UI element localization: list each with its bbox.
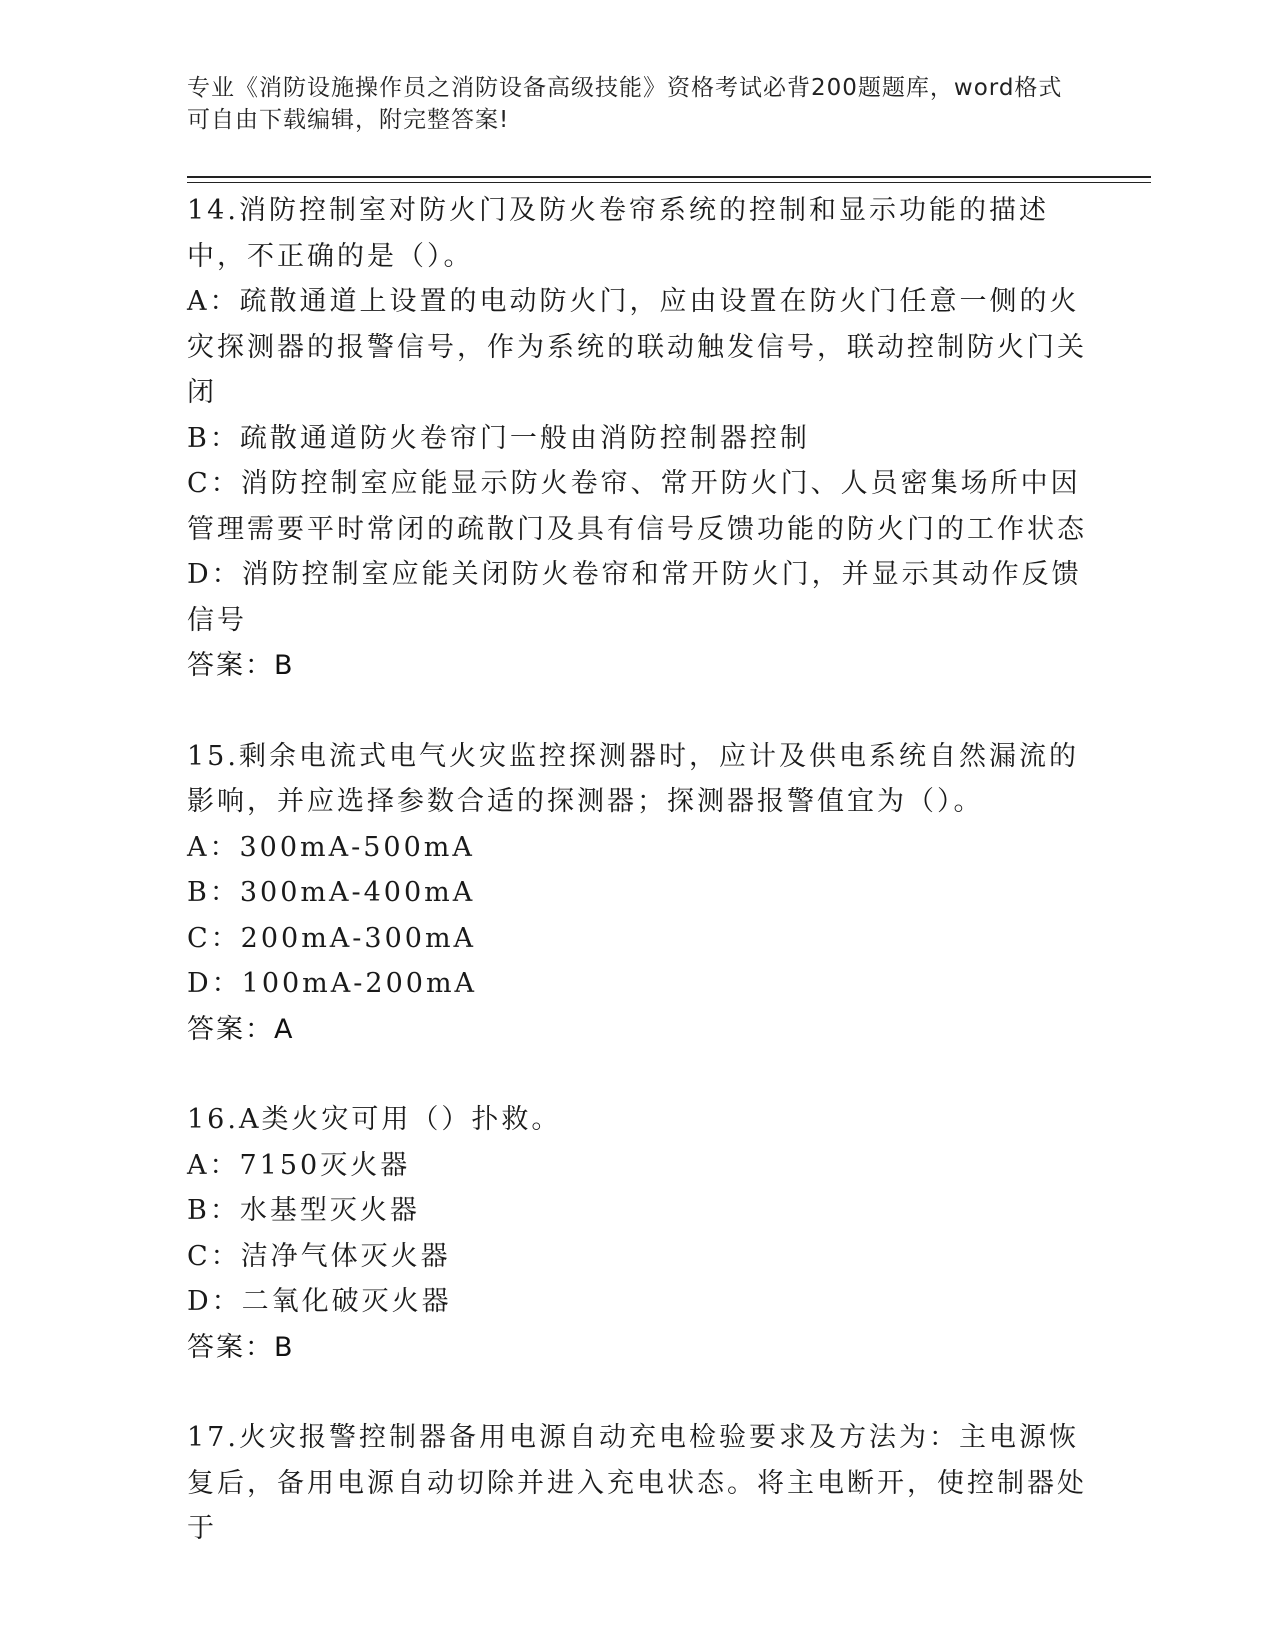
option-b: B：疏散通道防火卷帘门一般由消防控制器控制 [187, 422, 810, 454]
question-list [187, 188, 1087, 1552]
option-c: C：洁净气体灭火器 [187, 1240, 451, 1272]
answer-line: 答案：B [187, 1331, 295, 1363]
question-16 [187, 1097, 1087, 1370]
option-a: A：300mA-500mA [187, 831, 475, 863]
question-stem: 17.火灾报警控制器备用电源自动充电检验要求及方法为：主电源恢复后，备用电源自动切除并进入充电状态。将主电断开，使控制器处于 [187, 1422, 1087, 1544]
document-header: 专业《消防设施操作员之消防设备高级技能》资格考试必背200题题库，word格式可自由下载编辑，附完整答案! [187, 75, 1063, 133]
header-rule-thick [187, 176, 1151, 178]
option-c: C：消防控制室应能显示防火卷帘、常开防火门、人员密集场所中因管理需要平时常闭的疏散门及具有信号反馈功能的防火门的工作状态 [187, 468, 1087, 545]
option-d: D：二氧化破灭火器 [187, 1286, 452, 1317]
option-b: B：300mA-400mA [187, 877, 476, 908]
answer-line: 答案：B [187, 650, 295, 681]
option-b: B：水基型灭火器 [187, 1195, 420, 1226]
option-d: D：100mA-200mA [187, 968, 478, 999]
option-a: A：疏散通道上设置的电动防火门，应由设置在防火门任意一侧的火灾探测器的报警信号，作为系统的联动触发信号，联动控制防火门关闭 [187, 286, 1087, 408]
question-stem: 15.剩余电流式电气火灾监控探测器时，应计及供电系统自然漏流的影响，并应选择参数合适的探测器；探测器报警值宜为（）。 [187, 740, 1079, 817]
option-c: C：200mA-300mA [187, 922, 477, 954]
option-d: D：消防控制室应能关闭防火卷帘和常开防火门，并显示其动作反馈信号 [187, 559, 1082, 636]
question-stem: 14.消防控制室对防火门及防火卷帘系统的控制和显示功能的描述中，不正确的是（）。 [187, 195, 1049, 272]
question-17 [187, 1415, 1087, 1552]
question-spacer [187, 1052, 1087, 1097]
question-15 [187, 734, 1087, 1053]
header-rule-thin [187, 182, 1151, 183]
question-stem: 16.A类火灾可用（）扑救。 [187, 1104, 562, 1135]
question-14 [187, 188, 1087, 689]
question-spacer [187, 689, 1087, 734]
option-a: A：7150灭火器 [187, 1149, 411, 1181]
question-spacer [187, 1370, 1087, 1415]
answer-line: 答案：A [187, 1013, 295, 1045]
